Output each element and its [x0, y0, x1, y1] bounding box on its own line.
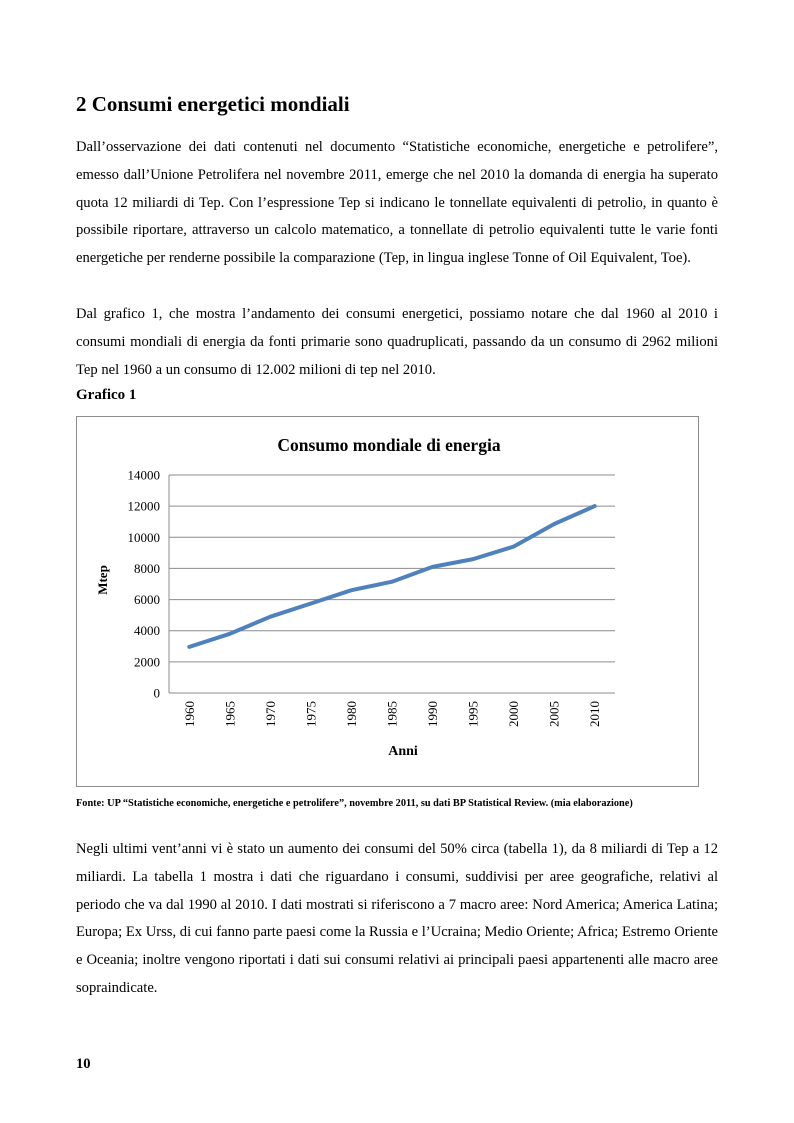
y-tick-label-4000: 4000 [134, 623, 160, 639]
data-point-1995 [472, 558, 475, 561]
y-tick-label-12000: 12000 [127, 498, 160, 514]
chart-container [76, 416, 699, 787]
y-tick-label-10000: 10000 [127, 529, 160, 545]
y-axis-label: Mtep [95, 565, 110, 595]
line-chart [77, 417, 700, 788]
grid-lines [169, 475, 615, 693]
chart-title: Consumo mondiale di energia [277, 435, 501, 455]
data-point-1985 [391, 580, 394, 583]
x-tick-label-1960: 1960 [181, 701, 197, 727]
x-tick-label-1985: 1985 [384, 701, 400, 727]
y-tick-labels [128, 468, 161, 701]
x-tick-label-2010: 2010 [587, 701, 603, 727]
x-tick-label-1975: 1975 [303, 701, 319, 727]
x-tick-label-1990: 1990 [425, 701, 441, 727]
figure-label: Grafico 1 [76, 387, 137, 403]
data-point-1965 [228, 632, 231, 635]
page-number: 10 [76, 1056, 91, 1072]
y-tick-label-6000: 6000 [134, 592, 160, 608]
x-tick-label-2000: 2000 [506, 701, 522, 727]
data-point-2005 [553, 523, 556, 526]
y-tick-label-14000: 14000 [127, 467, 160, 483]
section-title: 2 Consumi energetici mondiali [76, 92, 350, 116]
paragraph-regional-consumption: Negli ultimi vent’anni vi è stato un aumento dei consumi del 50% circa (tabella 1), da 8 miliardi di Tep a 12 miliardi. La tabella 1 mostra i dati che riguardano i consumi, suddivisi per aree geografiche, relativi al periodo che va dal 1990 al 2010. I dati mostrati si riferiscono a 7 macro aree: Nord America; America Latina; Europa; Ex Urss, di cui fanno parte paesi come la Russia e l’Ucraina; Medio Oriente; Africa; Estremo Oriente e Oceania; inoltre vengono riportati i dati sui consumi relativi ai principali paesi appartenenti alle macro aree sopraindicate. [76, 841, 718, 996]
x-axis-label: Anni [388, 744, 418, 759]
x-tick-labels [182, 701, 602, 727]
series-layer [188, 505, 596, 649]
x-tick-label-1965: 1965 [222, 701, 238, 727]
data-point-2010 [593, 505, 596, 508]
data-point-1970 [269, 615, 272, 618]
data-point-2000 [512, 545, 515, 548]
data-point-1990 [431, 565, 434, 568]
data-point-1975 [309, 602, 312, 605]
y-tick-label-0: 0 [153, 685, 160, 701]
x-tick-label-1995: 1995 [465, 701, 481, 727]
x-tick-label-1970: 1970 [262, 701, 278, 727]
data-point-1960 [188, 645, 191, 648]
series-line-consumo [189, 506, 594, 647]
y-tick-label-8000: 8000 [134, 560, 160, 576]
figure-source: Fonte: UP “Statistiche economiche, energetiche e petrolifere”, novembre 2011, su dati BP Statistical Review. (mia elaborazione) [76, 798, 633, 809]
x-tick-label-1980: 1980 [343, 701, 359, 727]
data-point-1980 [350, 589, 353, 592]
y-tick-label-2000: 2000 [134, 654, 160, 670]
paragraph-intro: Dall’osservazione dei dati contenuti nel documento “Statistiche economiche, energetiche e petrolifere”, emesso dall’Unione Petrolifera nel novembre 2011, emerge che nel 2010 la domanda di energia ha superato quota 12 miliardi di Tep. Con l’espressione Tep si indicano le tonnellate equivalenti di petrolio, in quanto è possibile riportare, attraverso un calcolo matematico, a tonnellate di petrolio equivalenti tutte le varie fonti energetiche per renderne possibile la comparazione (Tep, in lingua inglese Tonne of Oil Equivalent, Toe). [76, 139, 718, 267]
paragraph-chart-description: Dal grafico 1, che mostra l’andamento dei consumi energetici, possiamo notare che dal 1960 al 2010 i consumi mondiali di energia da fonti primarie sono quadruplicati, passando da un consumo di 2962 milioni Tep nel 1960 a un consumo di 12.002 milioni di tep nel 2010. [76, 306, 718, 378]
x-tick-label-2005: 2005 [546, 701, 562, 727]
